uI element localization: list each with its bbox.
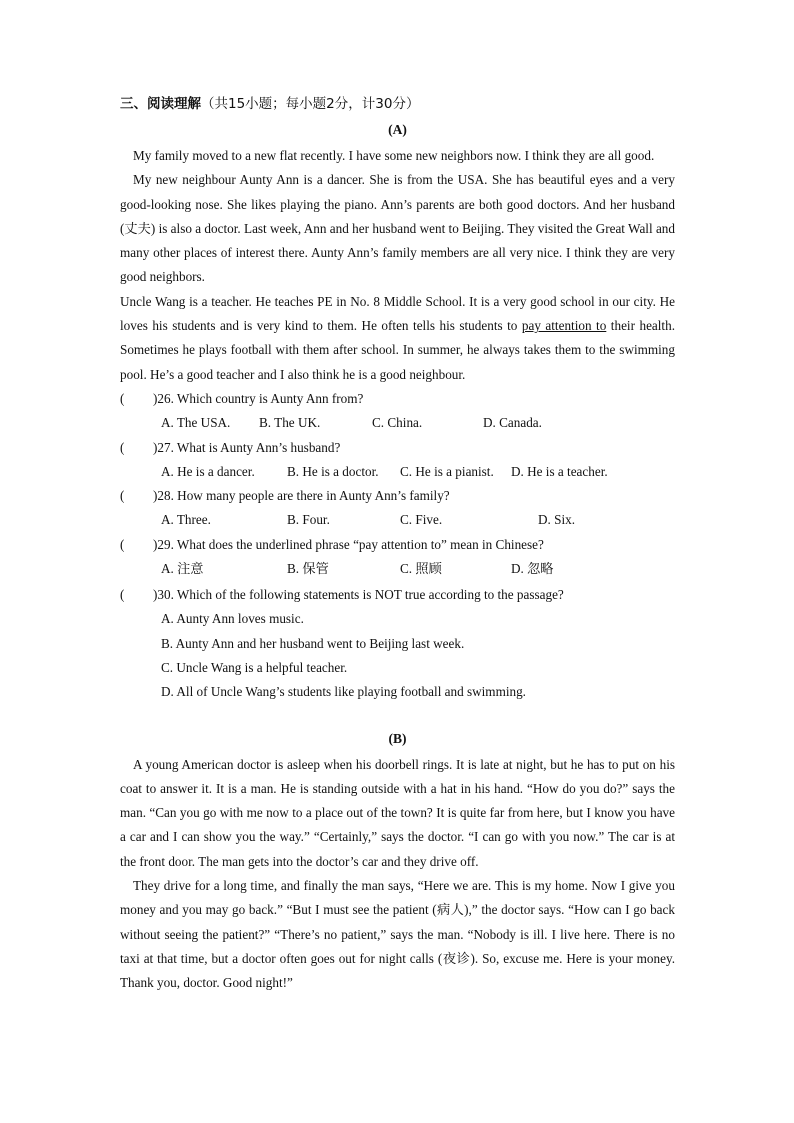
option-a: A. He is a dancer. (161, 463, 255, 479)
answer-blank[interactable]: ( (120, 536, 125, 552)
option-d: D. All of Uncle Wang’s students like playing football and swimming. (161, 684, 526, 700)
question-stem: )29. What does the underlined phrase “pay attention to” mean in Chinese? (153, 536, 544, 552)
question-26 (120, 387, 675, 411)
question-30 (120, 583, 675, 607)
option-b: B. He is a doctor. (287, 463, 379, 479)
spacer (120, 705, 675, 729)
option-b: B. The UK. (259, 415, 321, 431)
option-a: A. The USA. (161, 415, 231, 431)
question-29 (120, 533, 675, 557)
question-29-options (120, 557, 675, 583)
question-26-options (120, 411, 675, 435)
passage-a-title: (A) (388, 122, 407, 137)
option-d: D. He is a teacher. (511, 463, 608, 479)
question-stem: )28. How many people are there in Aunty Ann’s family? (153, 488, 450, 504)
option-b: B. Four. (287, 512, 330, 528)
option-b: B. Aunty Ann and her husband went to Beijing last week. (161, 635, 465, 651)
option-c: C. Five. (400, 512, 443, 528)
question-stem: )30. Which of the following statements is NOT true according to the passage? (153, 587, 564, 603)
answer-blank[interactable]: ( (120, 488, 125, 504)
option-d: D. 忽略 (511, 561, 554, 577)
passage-b-paragraph-2: They drive for a long time, and finally the man says, “Here we are. This is my home. Now I give you money and you may go back.” “But I must see the patient (病人),” the doctor says. “How can I go back without seeing the patient?” “There’s no patient,” says the man. “Nobody is ill. I live here. There is no taxi at that time, but a doctor often goes out for night calls (夜诊). So, excuse me. Here is your money. Thank you, doctor. Good night!” (120, 878, 675, 991)
answer-blank[interactable]: ( (120, 439, 125, 455)
question-27-options (120, 460, 675, 484)
passage-a-paragraph-2: My new neighbour Aunty Ann is a dancer. She is from the USA. She has beautiful eyes and a very good-looking nose. She likes playing the piano. Ann’s parents are both good doctors. And her husband (丈夫) is also a doctor. Last week, Ann and her husband went to Beijing. They visited the Great Wall and many other places of interest there. Aunty Ann’s family members are all very nice. I think they are very good neighbors. (120, 172, 675, 285)
passage-b-paragraph-1: A young American doctor is asleep when his doorbell rings. It is late at night, but he has to put on his coat to answer it. It is a man. He is standing outside with a hat in his hand. “How do you do?” says the man. “Can you go with me now to a place out of the town? It is quite far from here, but I know you have a car and I can show you the way.” “Certainly,” says the doctor. “I can go with you now.” The car is at the front door. The man gets into the doctor’s car and they drive off. (120, 756, 675, 869)
passage-b-title: (B) (388, 730, 407, 746)
option-a: A. Three. (161, 512, 211, 528)
section-heading (120, 94, 675, 114)
question-stem: )26. Which country is Aunty Ann from? (153, 390, 364, 406)
p3-text-before: Uncle Wang is a teacher. He teaches PE in No. 8 Middle School. It is a very good school in our city. He loves his students and is very kind to them. He often tells his students to (120, 293, 675, 334)
answer-blank[interactable]: ( (120, 390, 125, 406)
section-note: （共15小题；每小题2分，计30分） (201, 96, 420, 112)
option-c: C. China. (372, 415, 423, 431)
question-28 (120, 484, 675, 508)
passage-a-paragraph-3 (120, 290, 675, 387)
option-c: C. Uncle Wang is a helpful teacher. (161, 659, 348, 675)
exam-page (120, 94, 675, 996)
option-c: C. He is a pianist. (400, 463, 494, 479)
option-d: D. Canada. (483, 415, 542, 431)
option-d: D. Six. (538, 512, 576, 528)
option-b: B. 保管 (287, 561, 329, 577)
option-c: C. 照顾 (400, 561, 442, 577)
question-27 (120, 436, 675, 460)
question-stem: )27. What is Aunty Ann’s husband? (153, 439, 341, 455)
underlined-phrase: pay attention to (521, 318, 607, 334)
question-28-options (120, 508, 675, 532)
section-title: 三、阅读理解 (120, 96, 201, 112)
answer-blank[interactable]: ( (120, 587, 125, 603)
option-a: A. Aunty Ann loves music. (161, 611, 304, 627)
option-a: A. 注意 (161, 561, 204, 577)
passage-a-paragraph-1: My family moved to a new flat recently. I have some new neighbors now. I think they are all good. (133, 148, 655, 163)
p3-text-after: their health. Sometimes he plays football with them after school. In summer, he always takes them to the swimming pool. He’s a good teacher and I also think he is a good neighbour. (120, 318, 675, 382)
